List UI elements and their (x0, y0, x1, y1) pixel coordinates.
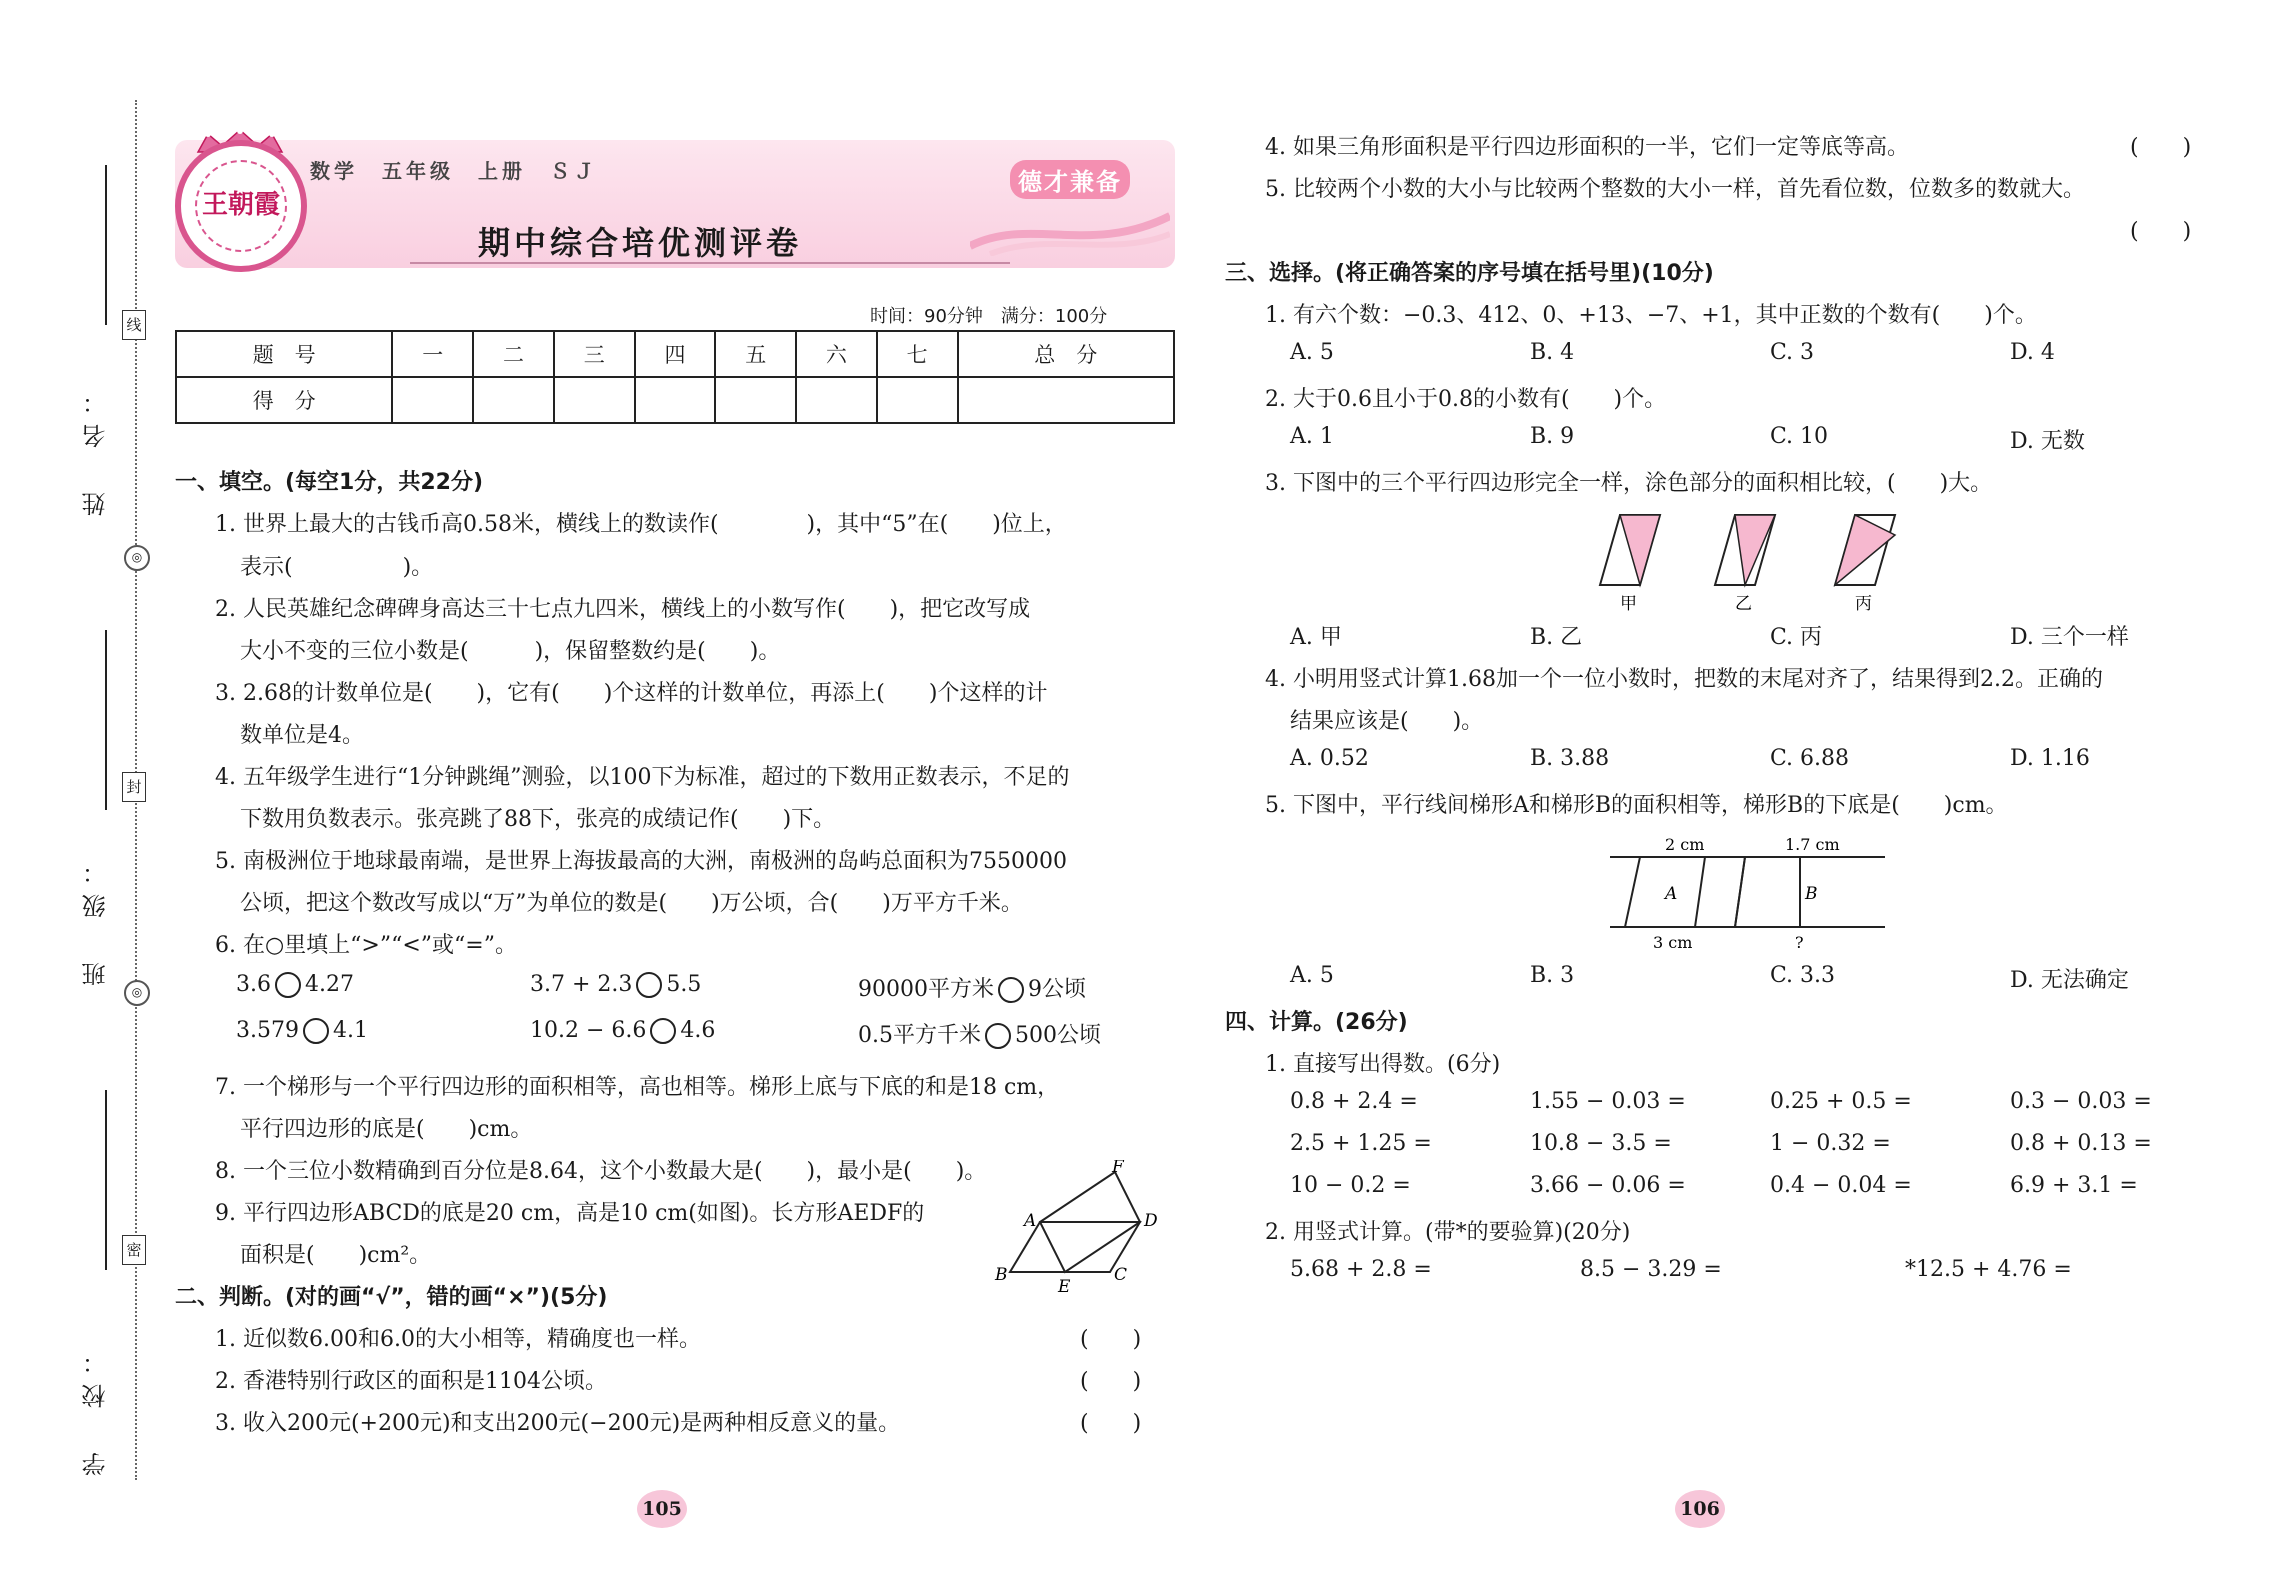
fig-label: 1.7 cm (1785, 835, 1840, 854)
calc-item: 0.8 + 0.13 = (2010, 1131, 2152, 1156)
question-4-line1: 4. 五年级学生进行“1分钟跳绳”测验，以100下为标准，超过的下数用正数表示，不足的 (215, 765, 1070, 790)
table-cell: 得 分 (176, 377, 392, 423)
score-table (175, 330, 1175, 424)
school-label: 学 校： (82, 1340, 110, 1476)
calc-1-title: 1. 直接写出得数。(6分) (1265, 1052, 1501, 1077)
answer-paren[interactable]: ( ) (2130, 135, 2192, 160)
compare-item: 10.2 − 6.6 4.6 (530, 1018, 716, 1043)
page-title: 期中综合培优测评卷 (477, 224, 802, 262)
score-input-cell[interactable] (392, 377, 473, 423)
table-cell: 七 (877, 331, 958, 377)
fig-label: B (1805, 884, 1818, 904)
fig-label: B (995, 1265, 1008, 1285)
seal-mi: 密 (122, 1235, 146, 1265)
compare-item: 3.6 4.27 (236, 972, 354, 997)
section-true-false: 二、判断。(对的画“√”，错的画“×”)(5分) (175, 1285, 608, 1310)
score-table-row (176, 377, 1174, 423)
fig-label: D (1144, 1211, 1158, 1231)
calc-item: 0.4 − 0.04 = (1770, 1173, 1912, 1198)
score-input-cell[interactable] (635, 377, 716, 423)
answer-paren[interactable]: ( ) (2130, 219, 2192, 244)
option: D. 三个一样 (2010, 625, 2129, 650)
fig-label: 乙 (1735, 594, 1752, 614)
question-1-line1: 1. 世界上最大的古钱币高0.58米，横线上的数读作( )，其中“5”在( )位上， (215, 512, 1067, 537)
option: A. 1 (1290, 424, 1334, 449)
table-cell: 一 (392, 331, 473, 377)
choice-1: 1. 有六个数：−0.3、412、0、+13、−7、+1，其中正数的个数有( )个。 (1265, 303, 2037, 328)
calc-item: 1.55 − 0.03 = (1530, 1089, 1686, 1114)
fig-label: 3 cm (1653, 933, 1693, 952)
table-cell: 二 (473, 331, 554, 377)
score-input-cell[interactable] (715, 377, 796, 423)
name-blank-line (105, 165, 107, 325)
judge-4: 4. 如果三角形面积是平行四边形面积的一半，它们一定等底等高。 (1265, 135, 1909, 160)
compare-circle-input[interactable] (303, 1018, 329, 1044)
binding-hole-icon: ◎ (124, 980, 150, 1006)
title-rule (410, 262, 1010, 264)
question-3-line2: 数单位是4。 (240, 723, 364, 748)
parallelogram-bing (1835, 515, 1895, 585)
question-5-line2: 公顷，把这个数改写成以“万”为单位的数是( )万公顷，合( )万平方千米。 (240, 891, 1023, 916)
option: A. 甲 (1290, 625, 1342, 650)
compare-circle-input[interactable] (636, 972, 662, 998)
table-cell: 五 (715, 331, 796, 377)
binding-hole-icon: ◎ (124, 545, 150, 571)
class-blank-line (105, 630, 107, 810)
parallelogram-yi (1715, 515, 1775, 585)
calc-item: 0.3 − 0.03 = (2010, 1089, 2152, 1114)
section-choice: 三、选择。(将正确答案的序号填在括号里)(10分) (1225, 261, 1714, 286)
calc-item: 6.9 + 3.1 = (2010, 1173, 2138, 1198)
compare-circle-input[interactable] (275, 972, 301, 998)
calc-item: 1 − 0.32 = (1770, 1131, 1891, 1156)
fig-label: 2 cm (1665, 835, 1705, 854)
table-cell: 三 (554, 331, 635, 377)
page-number: 105 (637, 1490, 687, 1528)
question-4-line2: 下数用负数表示。张亮跳了88下，张亮的成绩记作( )下。 (240, 807, 836, 832)
fig-label: 甲 (1620, 594, 1637, 614)
compare-item: 0.5平方千米 500公顷 (858, 1023, 1101, 1048)
time-info: 时间：90分钟 满分：100分 (870, 306, 1108, 327)
fig-label: C (1114, 1265, 1128, 1285)
answer-paren[interactable]: ( ) (1080, 1327, 1142, 1352)
score-input-cell[interactable] (554, 377, 635, 423)
fig-label: A (1024, 1211, 1037, 1231)
table-cell: 六 (796, 331, 877, 377)
option: A. 5 (1290, 963, 1334, 988)
table-cell: 总 分 (958, 331, 1174, 377)
option: A. 5 (1290, 340, 1334, 365)
name-label: 姓 名： (82, 380, 110, 516)
compare-item: 3.579 4.1 (236, 1018, 368, 1043)
question-8: 8. 一个三位小数精确到百分位是8.64，这个小数最大是( )，最小是( )。 (215, 1159, 987, 1184)
fig-label: A (1665, 884, 1678, 904)
option: B. 3.88 (1530, 746, 1610, 771)
option: C. 3 (1770, 340, 1815, 365)
question-3-line1: 3. 2.68的计数单位是( )，它有( )个这样的计数单位，再添上( )个这样的计 (215, 681, 1048, 706)
judge-5: 5. 比较两个小数的大小与比较两个整数的大小一样，首先看位数，位数多的数就大。 (1265, 177, 2085, 202)
compare-circle-input[interactable] (998, 977, 1024, 1003)
parallelogram-figure (990, 1160, 1170, 1300)
answer-paren[interactable]: ( ) (1080, 1411, 1142, 1436)
table-cell: 四 (635, 331, 716, 377)
question-9-line1: 9. 平行四边形ABCD的底是20 cm，高是10 cm(如图)。长方形AEDF的 (215, 1201, 925, 1226)
option: B. 4 (1530, 340, 1575, 365)
question-7-line1: 7. 一个梯形与一个平行四边形的面积相等，高也相等。梯形上底与下底的和是18 cm， (215, 1075, 1060, 1100)
calc-item: 2.5 + 1.25 = (1290, 1131, 1432, 1156)
fig-label: ? (1795, 933, 1804, 952)
option: D. 无数 (2010, 429, 2085, 454)
calc-item: 3.66 − 0.06 = (1530, 1173, 1686, 1198)
option: D. 4 (2010, 340, 2055, 365)
brand-logo (175, 140, 307, 272)
option: C. 丙 (1770, 625, 1823, 650)
score-input-cell[interactable] (958, 377, 1174, 423)
badge: 德才兼备 (1010, 160, 1130, 199)
compare-circle-input[interactable] (985, 1023, 1011, 1049)
option: B. 9 (1530, 424, 1575, 449)
calc-2-title: 2. 用竖式计算。(带*的要验算)(20分) (1265, 1220, 1631, 1245)
compare-item: 3.7 + 2.3 5.5 (530, 972, 702, 997)
subject-line: 数学 五年级 上册 ＳＪ (310, 159, 598, 183)
option: A. 0.52 (1290, 746, 1369, 771)
calc-item: 10.8 − 3.5 = (1530, 1131, 1672, 1156)
choice-3: 3. 下图中的三个平行四边形完全一样，涂色部分的面积相比较，( )大。 (1265, 471, 1993, 496)
question-5-line1: 5. 南极洲位于地球最南端，是世界上海拔最高的大洲，南极洲的岛屿总面积为7550000 (215, 849, 1067, 874)
choice-4-line2: 结果应该是( )。 (1290, 709, 1484, 734)
compare-circle-input[interactable] (650, 1018, 676, 1044)
fig-label: E (1058, 1277, 1071, 1297)
option: B. 乙 (1530, 625, 1583, 650)
choice-4-line1: 4. 小明用竖式计算1.68加一个一位小数时，把数的末尾对齐了，结果得到2.2。正确的 (1265, 667, 2103, 692)
table-cell: 题 号 (176, 331, 392, 377)
class-label: 班 级： (82, 850, 110, 986)
judge-3: 3. 收入200元(+200元)和支出200元(−200元)是两种相反意义的量。 (215, 1411, 901, 1436)
question-6: 6. 在○里填上“>”“<”或“=”。 (215, 933, 517, 958)
three-parallelograms-figure (1580, 505, 1940, 615)
option: D. 1.16 (2010, 746, 2090, 771)
option: C. 6.88 (1770, 746, 1850, 771)
parallelogram-jia (1600, 515, 1660, 585)
school-blank-line (105, 1090, 107, 1270)
question-1-line2: 表示( )。 (240, 555, 434, 580)
option: B. 3 (1530, 963, 1575, 988)
seal-xian: 线 (122, 310, 146, 340)
question-7-line2: 平行四边形的底是( )cm。 (240, 1117, 533, 1142)
calc-item: 0.25 + 0.5 = (1770, 1089, 1912, 1114)
option: C. 10 (1770, 424, 1829, 449)
choice-2: 2. 大于0.6且小于0.8的小数有( )个。 (1265, 387, 1667, 412)
section-calculation: 四、计算。(26分) (1225, 1010, 1408, 1035)
score-input-cell[interactable] (877, 377, 958, 423)
score-input-cell[interactable] (796, 377, 877, 423)
seal-feng: 封 (122, 772, 146, 802)
judge-1: 1. 近似数6.00和6.0的大小相等，精确度也一样。 (215, 1327, 701, 1352)
compare-item: 90000平方米 9公顷 (858, 977, 1086, 1002)
score-input-cell[interactable] (473, 377, 554, 423)
judge-2: 2. 香港特别行政区的面积是1104公顷。 (215, 1369, 607, 1394)
section-fill-blank: 一、填空。(每空1分，共22分) (175, 470, 484, 495)
choice-5: 5. 下图中，平行线间梯形A和梯形B的面积相等，梯形B的下底是( )cm。 (1265, 793, 2008, 818)
question-2-line2: 大小不变的三位小数是( )，保留整数约是( )。 (240, 639, 781, 664)
logo-text: 王朝霞 (201, 190, 280, 220)
calc-item: 8.5 − 3.29 = (1580, 1257, 1722, 1282)
score-table-row (176, 331, 1174, 377)
calc-item: 10 − 0.2 = (1290, 1173, 1411, 1198)
page-number: 106 (1675, 1490, 1725, 1528)
option: D. 无法确定 (2010, 968, 2129, 993)
calc-item: 5.68 + 2.8 = (1290, 1257, 1432, 1282)
question-9-line2: 面积是( )cm²。 (240, 1243, 432, 1268)
trapezoid-figure (1605, 832, 1895, 957)
fig-label: F (1112, 1160, 1124, 1177)
calc-item: *12.5 + 4.76 = (1905, 1257, 2072, 1282)
option: C. 3.3 (1770, 963, 1836, 988)
fig-label: 丙 (1855, 594, 1872, 614)
decorative-swirl-icon (970, 196, 1170, 256)
question-2-line1: 2. 人民英雄纪念碑碑身高达三十七点九四米，横线上的小数写作( )，把它改写成 (215, 597, 1031, 622)
answer-paren[interactable]: ( ) (1080, 1369, 1142, 1394)
calc-item: 0.8 + 2.4 = (1290, 1089, 1418, 1114)
